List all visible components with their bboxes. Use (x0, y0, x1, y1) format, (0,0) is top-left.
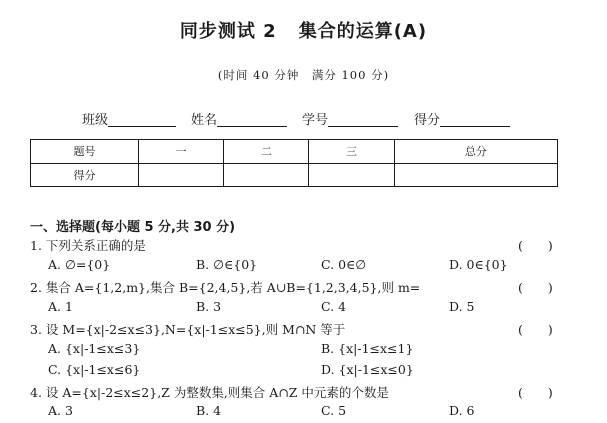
title-part-1: 同步测试 2 (179, 21, 277, 42)
question-1 (30, 236, 146, 254)
header-cell-item: 题号 (31, 140, 139, 164)
score-blank[interactable] (440, 112, 510, 127)
score-field (414, 109, 510, 128)
answer-paren-3[interactable]: ( ) (518, 322, 553, 337)
question-3 (30, 320, 345, 338)
name-field (191, 109, 287, 128)
question-number: 3. (30, 322, 42, 337)
question-number: 4. (30, 385, 42, 400)
question-stem: 设 A={x|-2≤x≤2},Z 为整数集,则集合 A∩Z 中元素的个数是 (45, 385, 389, 400)
student-id-label: 学号 (302, 113, 329, 128)
header-cell-part2: 二 (224, 140, 309, 164)
question-2 (30, 278, 420, 296)
page-title (0, 17, 607, 43)
student-id-blank[interactable] (328, 112, 398, 127)
q3-option-b: B. {x|-1≤x≤1} (321, 341, 414, 356)
question-stem: 集合 A={1,2,m},集合 B={2,4,5},若 A∪B={1,2,3,4,5},则 m= (45, 280, 421, 295)
q1-option-a: A. ∅={0} (48, 257, 111, 272)
q2-option-c: C. 4 (321, 299, 347, 314)
class-blank[interactable] (108, 112, 176, 127)
q3-option-a: A. {x|-1≤x≤3} (48, 341, 141, 356)
answer-paren-4[interactable]: ( ) (518, 385, 553, 400)
q4-option-c: C. 5 (321, 403, 347, 418)
question-stem: 设 M={x|-2≤x≤3},N={x|-1≤x≤5},则 M∩N 等于 (45, 322, 346, 337)
question-number: 1. (30, 238, 42, 253)
header-cell-total: 总分 (394, 140, 557, 164)
q4-option-a: A. 3 (48, 403, 73, 418)
q2-option-b: B. 3 (196, 299, 222, 314)
question-4 (30, 383, 389, 401)
score-cell-part2[interactable] (224, 163, 309, 187)
score-table-header-row (31, 140, 558, 164)
q3-option-d: D. {x|-1≤x≤0} (321, 362, 414, 377)
q1-option-c: C. 0∈∅ (321, 257, 367, 272)
score-cell-total[interactable] (394, 163, 557, 187)
student-id-field (302, 109, 398, 128)
q4-option-b: B. 4 (196, 403, 222, 418)
title-part-2: 集合的运算(A) (298, 21, 428, 42)
class-label: 班级 (82, 113, 109, 128)
q1-option-d: D. 0∈{0} (449, 257, 508, 272)
exam-subtitle: (时间 40 分钟 满分 100 分) (217, 68, 390, 82)
score-table-score-row (31, 163, 558, 187)
answer-paren-1[interactable]: ( ) (518, 238, 553, 253)
question-number: 2. (30, 280, 42, 295)
row-label-score: 得分 (31, 163, 139, 187)
name-blank[interactable] (217, 112, 287, 127)
score-cell-part3[interactable] (309, 163, 394, 187)
name-label: 姓名 (191, 113, 218, 128)
header-cell-part1: 一 (139, 140, 224, 164)
q3-option-c: C. {x|-1≤x≤6} (48, 362, 141, 377)
q1-option-b: B. ∅∈{0} (196, 257, 258, 272)
score-table (30, 139, 558, 187)
q2-option-a: A. 1 (48, 299, 73, 314)
score-cell-part1[interactable] (139, 163, 224, 187)
section-heading: 一、选择题(每小题 5 分,共 30 分) (30, 220, 236, 235)
class-field (82, 109, 176, 128)
question-stem: 下列关系正确的是 (45, 238, 146, 253)
score-label: 得分 (414, 113, 441, 128)
q2-option-d: D. 5 (449, 299, 475, 314)
header-cell-part3: 三 (309, 140, 394, 164)
answer-paren-2[interactable]: ( ) (518, 280, 553, 295)
q4-option-d: D. 6 (449, 403, 475, 418)
